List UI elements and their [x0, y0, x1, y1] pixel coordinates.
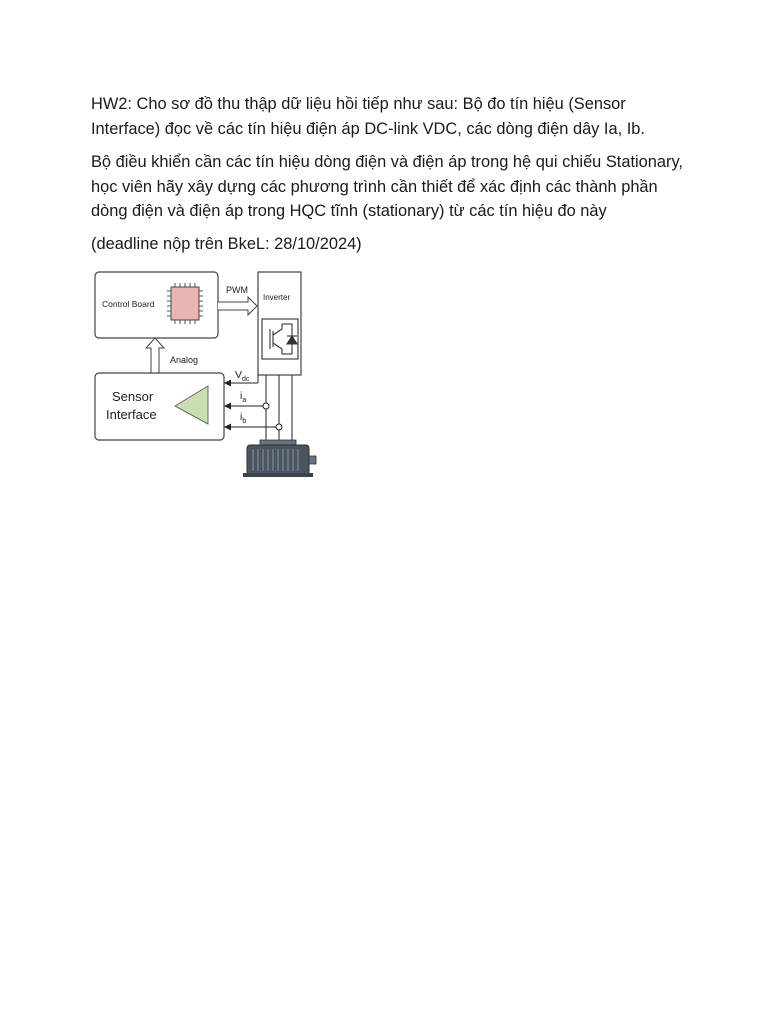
assignment-paragraph [91, 92, 731, 141]
motor-icon [243, 440, 316, 477]
feedback-block-diagram [90, 266, 340, 480]
requirement-line-1: Bộ điều khiển cần các tín hiệu dòng điện và điện áp trong hệ qui chiếu Stationary, [91, 153, 683, 171]
microcontroller-chip-icon [167, 283, 203, 324]
sensor-label-line1: Sensor [112, 389, 154, 404]
deadline-text: (deadline nộp trên BkeL: 28/10/2024) [91, 235, 362, 253]
power-wires [258, 374, 292, 444]
deadline-paragraph [91, 232, 731, 257]
assignment-line-1: HW2: Cho sơ đồ thu thập dữ liệu hồi tiếp như sau: Bộ đo tín hiệu (Sensor [91, 95, 626, 113]
requirement-paragraph [91, 150, 731, 224]
analog-label: Analog [170, 355, 199, 365]
inverter-label: Inverter [263, 293, 291, 302]
vdc-label: $V_{dc}$ [235, 369, 250, 383]
current-sensor-b-icon [276, 424, 282, 430]
signal-arrowheads [224, 380, 231, 431]
requirement-line-3: dòng điện và điện áp trong HQC tĩnh (stationary) từ các tín hiệu đo này [91, 202, 607, 220]
control-board-label: Control Board [102, 299, 155, 309]
ia-label: $i_a$ [240, 390, 247, 404]
pwm-arrow [218, 297, 257, 315]
analog-arrow [146, 338, 164, 373]
requirement-line-2: học viên hãy xây dựng các phương trình cần thiết để xác định các thành phần [91, 177, 658, 196]
ib-label: $i_b$ [240, 411, 247, 425]
sensor-label-line2: Interface [106, 407, 157, 422]
current-sensor-a-icon [263, 403, 269, 409]
assignment-line-2: Interface) đọc về các tín hiệu điện áp DC-link VDC, các dòng điện dây Ia, Ib. [91, 119, 645, 138]
pwm-label: PWM [226, 285, 248, 295]
